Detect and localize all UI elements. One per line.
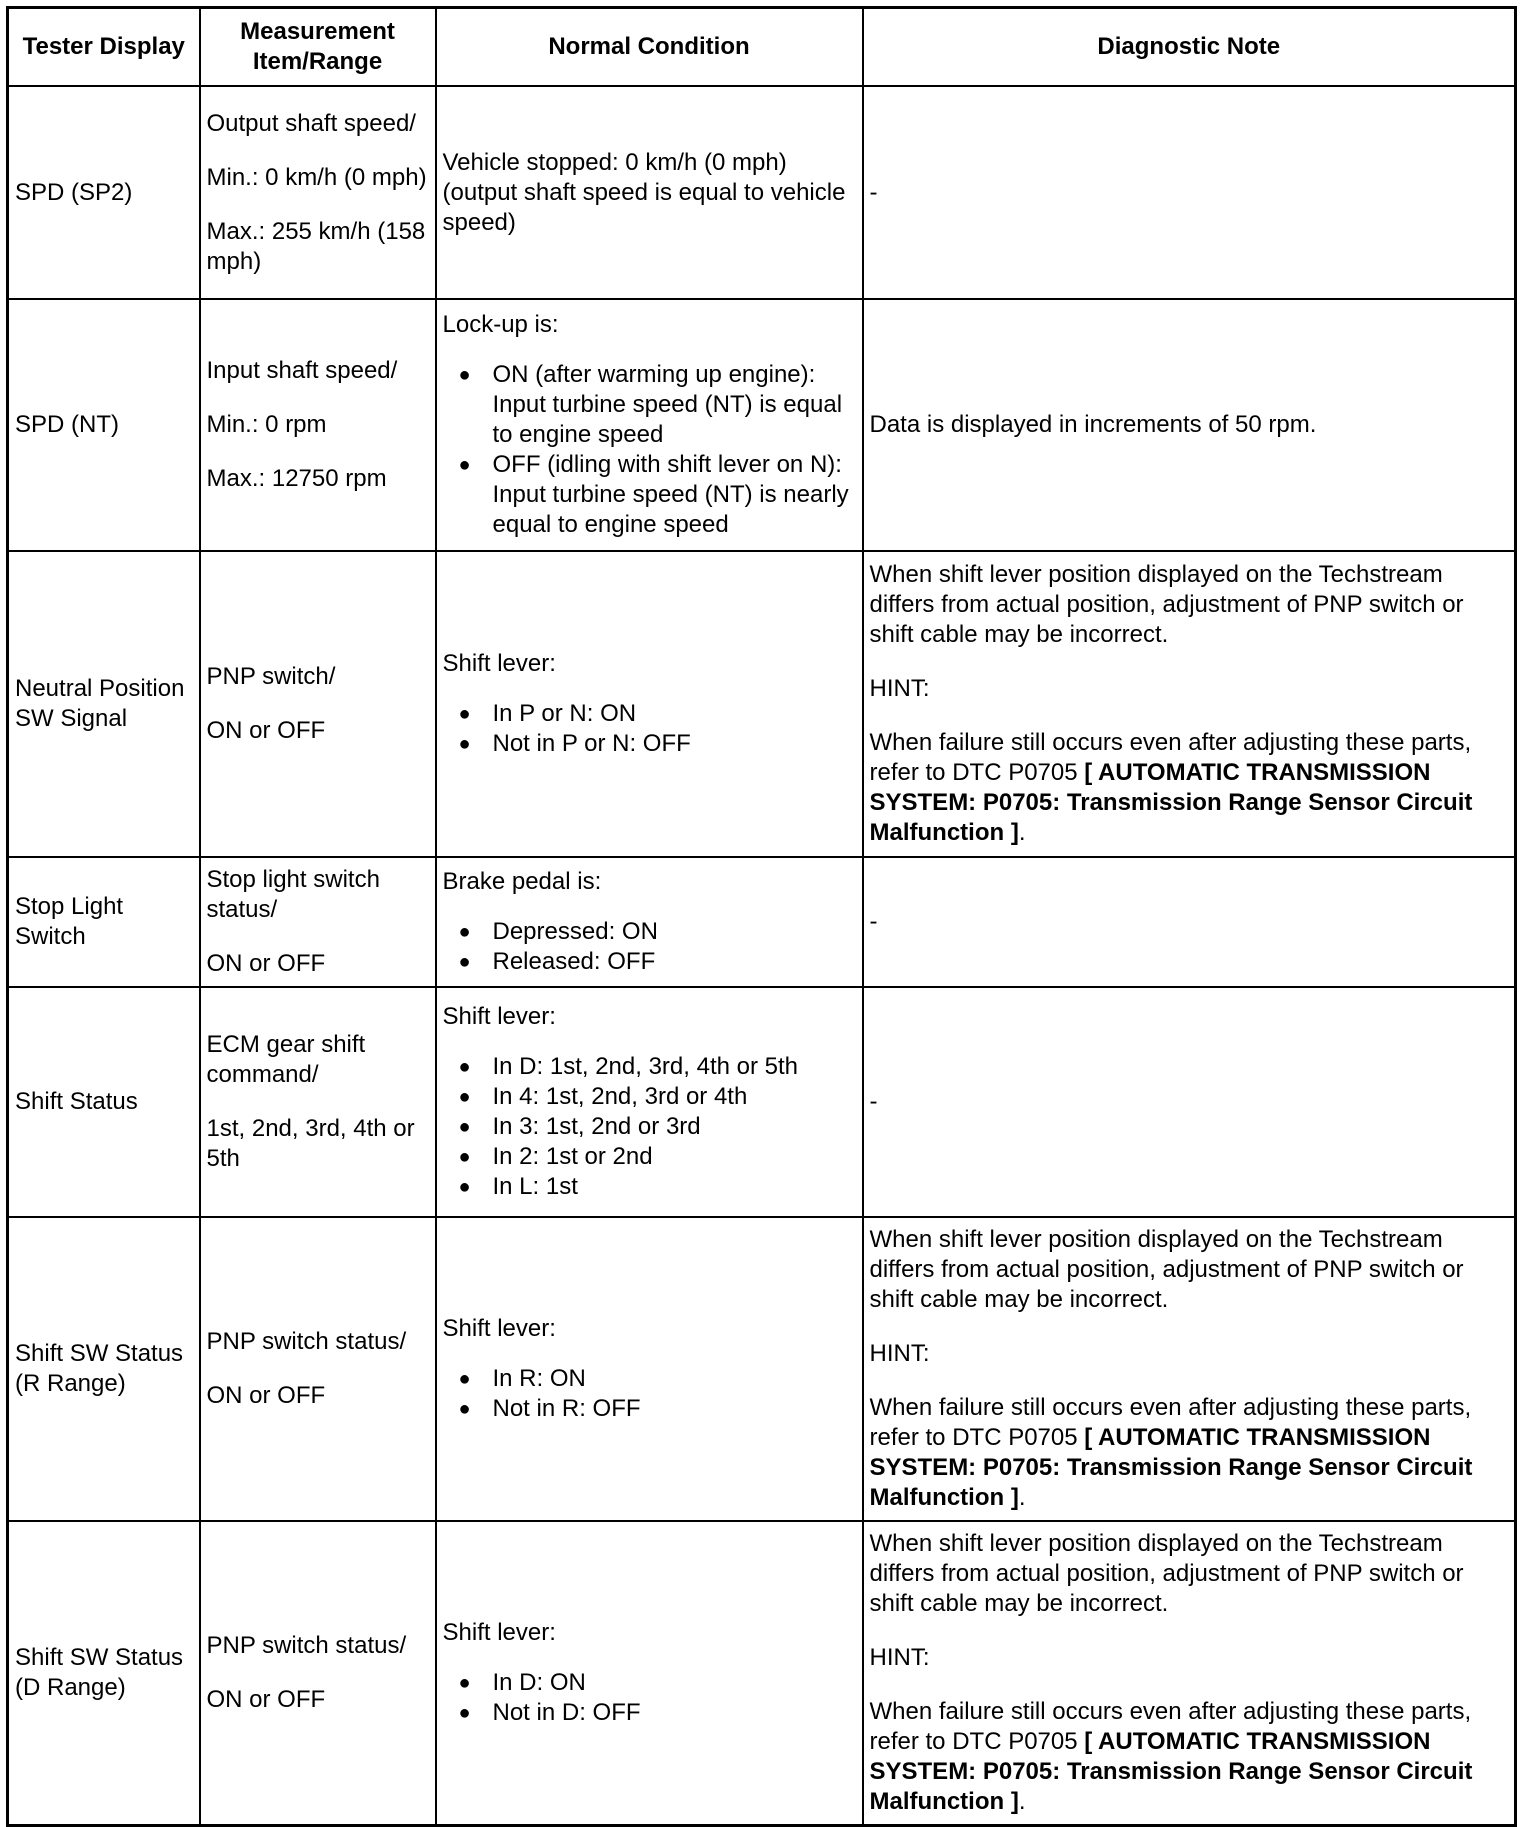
dtc-reference-link[interactable]: [ AUTOMATIC TRANSMISSION SYSTEM: P0705: Transmission Range Sensor Circuit Malfunction ]: [869, 1424, 1473, 1511]
list-item: ● In 2: 1st or 2nd: [443, 1142, 856, 1172]
table-row: [8, 987, 1516, 1217]
measurement-line: ECM gear shift command/: [206, 1031, 366, 1088]
diagnostic-note-reference: [870, 1697, 1509, 1817]
normal-condition-intro: Shift lever:: [442, 650, 556, 677]
diagnostic-note-cell: -: [863, 86, 1516, 299]
diagnostic-note-cell: [863, 551, 1516, 857]
list-item: ● In L: 1st: [443, 1172, 856, 1202]
measurement-cell: [200, 86, 436, 299]
list-item: ● Not in P or N: OFF: [443, 729, 856, 759]
list-item: ● In D: ON: [443, 1668, 856, 1698]
header-measurement: Measurement Item/Range: [200, 8, 436, 87]
normal-condition-intro: Shift lever:: [442, 1315, 556, 1342]
normal-condition-cell: [436, 987, 863, 1217]
normal-condition-list: [443, 360, 856, 540]
measurement-cell: [200, 987, 436, 1217]
diagnostic-note-cell: -: [863, 987, 1516, 1217]
document-page: [6, 6, 1517, 1827]
tester-display-cell: Shift SW Status (D Range): [8, 1521, 200, 1825]
normal-condition-cell: [436, 551, 863, 857]
measurement-line: ON or OFF: [206, 717, 326, 744]
diagnostic-note-cell: [863, 1217, 1516, 1521]
reference-text: When failure still occurs even after adjusting these parts, refer to DTC P0705: [869, 1697, 1472, 1755]
table-row: [8, 857, 1516, 987]
measurement-line: Output shaft speed/: [206, 109, 416, 137]
measurement-line: 1st, 2nd, 3rd, 4th or 5th: [206, 1115, 415, 1172]
measurement-line: PNP switch status/: [206, 1631, 407, 1659]
measurement-cell: [200, 551, 436, 857]
table-row: [8, 551, 1516, 857]
table-row: [8, 86, 1516, 299]
reference-text: When failure still occurs even after adjusting these parts, refer to DTC P0705: [869, 1394, 1472, 1451]
normal-condition-list: [443, 699, 856, 759]
dtc-reference-link[interactable]: [ AUTOMATIC TRANSMISSION SYSTEM: P0705: Transmission Range Sensor Circuit Malfunction ]: [869, 759, 1473, 846]
normal-condition-text: Vehicle stopped: 0 km/h (0 mph) (output shaft speed is equal to vehicle speed): [442, 148, 846, 236]
reference-period: .: [1018, 1484, 1026, 1511]
diagnostic-note-text: When shift lever position displayed on the Techstream differs from actual position, adjustment of PNP switch or shift cable may be incorrect.: [869, 561, 1464, 648]
data-list-table: [6, 6, 1517, 1827]
table-row: [8, 1217, 1516, 1521]
reference-period: .: [1018, 819, 1026, 846]
measurement-cell: [200, 1521, 436, 1825]
normal-condition-list: [443, 1364, 856, 1424]
normal-condition-list: [443, 1052, 856, 1202]
normal-condition-intro: Shift lever:: [442, 1003, 556, 1030]
normal-condition-cell: [436, 1521, 863, 1825]
table-row: [8, 1521, 1516, 1825]
list-item: ● ON (after warming up engine): Input turbine speed (NT) is equal to engine speed: [443, 360, 856, 450]
measurement-line: Stop light switch status/: [206, 866, 380, 923]
header-tester-display: Tester Display: [8, 8, 200, 87]
list-item: ● OFF (idling with shift lever on N): Input turbine speed (NT) is nearly equal to engine speed: [443, 450, 856, 540]
tester-display-cell: SPD (SP2): [8, 86, 200, 299]
header-normal-condition: Normal Condition: [436, 8, 863, 87]
hint-label: HINT:: [869, 675, 930, 702]
list-item: ● Depressed: ON: [443, 917, 856, 947]
measurement-line: ON or OFF: [206, 1382, 326, 1409]
list-item: ● Released: OFF: [443, 947, 856, 977]
hint-label: HINT:: [869, 1340, 930, 1367]
measurement-line: PNP switch/: [206, 663, 336, 690]
diagnostic-note-reference: [870, 728, 1509, 848]
diagnostic-note-reference: [870, 1393, 1509, 1513]
table-header-row: [8, 8, 1516, 87]
normal-condition-intro: Lock-up is:: [442, 311, 559, 338]
tester-display-cell: Shift Status: [8, 987, 200, 1217]
measurement-line: Max.: 12750 rpm: [206, 465, 387, 492]
measurement-line: ON or OFF: [206, 1685, 326, 1713]
measurement-line: Input shaft speed/: [206, 357, 398, 384]
header-diagnostic-note: Diagnostic Note: [863, 8, 1516, 87]
normal-condition-cell: [436, 1217, 863, 1521]
table-row: [8, 299, 1516, 551]
list-item: ● In D: 1st, 2nd, 3rd, 4th or 5th: [443, 1052, 856, 1082]
normal-condition-intro: Brake pedal is:: [442, 868, 602, 895]
list-item: ● In R: ON: [443, 1364, 856, 1394]
measurement-cell: [200, 299, 436, 551]
normal-condition-cell: [436, 857, 863, 987]
measurement-line: PNP switch status/: [206, 1328, 407, 1355]
normal-condition-list: [443, 917, 856, 977]
normal-condition-intro: Shift lever:: [442, 1618, 556, 1646]
list-item: ● In 4: 1st, 2nd, 3rd or 4th: [443, 1082, 856, 1112]
measurement-cell: [200, 1217, 436, 1521]
list-item: ● Not in R: OFF: [443, 1394, 856, 1424]
list-item: ● In 3: 1st, 2nd or 3rd: [443, 1112, 856, 1142]
measurement-line: Min.: 0 rpm: [206, 411, 327, 438]
tester-display-cell: Stop Light Switch: [8, 857, 200, 987]
tester-display-cell: Neutral Position SW Signal: [8, 551, 200, 857]
diagnostic-note-text: When shift lever position displayed on the Techstream differs from actual position, adjustment of PNP switch or shift cable may be incorrect.: [869, 1226, 1464, 1313]
list-item: ● Not in D: OFF: [443, 1698, 856, 1728]
measurement-cell: [200, 857, 436, 987]
dtc-reference-link[interactable]: [ AUTOMATIC TRANSMISSION SYSTEM: P0705: Transmission Range Sensor Circuit Malfunction ]: [869, 1727, 1473, 1815]
tester-display-cell: Shift SW Status (R Range): [8, 1217, 200, 1521]
normal-condition-list: [443, 1668, 856, 1728]
reference-text: When failure still occurs even after adjusting these parts, refer to DTC P0705: [869, 729, 1472, 786]
measurement-line: Max.: 255 km/h (158 mph): [206, 217, 426, 275]
measurement-line: ON or OFF: [206, 950, 326, 977]
diagnostic-note-cell: -: [863, 857, 1516, 987]
diagnostic-note-text: When shift lever position displayed on the Techstream differs from actual position, adjustment of PNP switch or shift cable may be incorrect.: [869, 1529, 1464, 1617]
normal-condition-cell: [436, 299, 863, 551]
measurement-line: Min.: 0 km/h (0 mph): [206, 163, 427, 191]
tester-display-cell: SPD (NT): [8, 299, 200, 551]
list-item: ● In P or N: ON: [443, 699, 856, 729]
hint-label: HINT:: [869, 1643, 930, 1671]
reference-period: .: [1018, 1787, 1026, 1815]
normal-condition-cell: [436, 86, 863, 299]
diagnostic-note-cell: Data is displayed in increments of 50 rpm.: [863, 299, 1516, 551]
diagnostic-note-cell: [863, 1521, 1516, 1825]
